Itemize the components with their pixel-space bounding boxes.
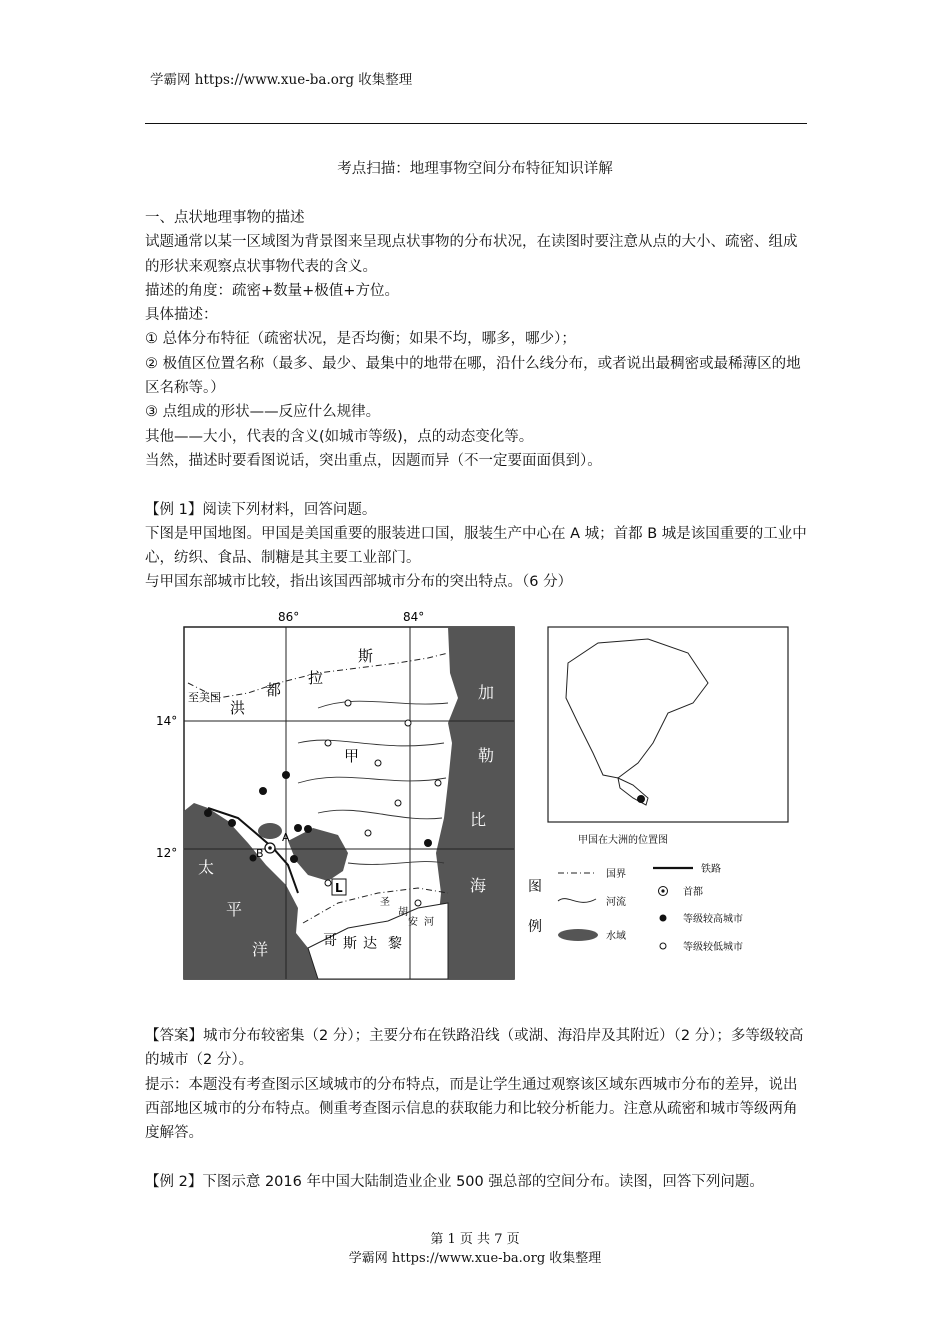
place-label: 比 (470, 810, 487, 829)
legend-title: 例 (528, 919, 542, 935)
answer-section (145, 1024, 810, 1194)
paragraph: 具体描述： (145, 307, 218, 324)
place-label: 黎 (388, 936, 402, 952)
place-label: 洋 (252, 940, 269, 959)
section-heading: 一、点状地理事物的描述 (145, 210, 305, 226)
legend-label: 铁路 (701, 864, 721, 875)
paragraph: 描述的角度：疏密+数量+极值+方位。 (145, 282, 399, 299)
place-label: 斯 (358, 647, 374, 665)
lon-label: 84° (403, 610, 425, 624)
section-1 (145, 206, 810, 595)
legend-capital-dot (661, 889, 664, 892)
place-label: 加 (423, 953, 437, 969)
place-label: 哥 (323, 933, 337, 949)
lake-managua (258, 823, 282, 839)
inset-caption: 甲国在大洲的位置图 (578, 835, 668, 846)
place-label: 斯 (343, 936, 357, 952)
inset-locator (637, 795, 645, 803)
place-label: 甲 (344, 747, 360, 765)
place-label: 安 (408, 917, 418, 928)
hint: 提示：本题没有考查图示区域城市的分布特点，而是让学生通过观察该区域东西城市分布的差异，说出西部地区城市的分布特点。侧重考查图示信息的获取能力和比较分析能力。注意从疏密和城市等级两角度解答。 (145, 1076, 798, 1142)
list-item: ③ 点组成的形状——反应什么规律。 (145, 404, 381, 421)
example-2 (145, 1170, 810, 1194)
lat-label: 12° (156, 846, 178, 860)
page-title: 考点扫描：地理事物空间分布特征知识详解 (337, 161, 613, 177)
place-label: L (335, 881, 343, 895)
place-label: 达 (363, 936, 377, 952)
example-label: 【例 1】阅读下列材料，回答问题。 (145, 501, 377, 518)
legend-label: 河流 (606, 897, 626, 908)
place-label: A (282, 831, 290, 844)
header-source: 学霸网 https://www.xue-ba.org 收集整理 (150, 72, 413, 88)
paragraph: 当然，描述时要看图说话，突出重点，因题而异（不一定要面面俱到）。 (145, 452, 602, 469)
answer (145, 1024, 810, 1073)
list-item: ② 极值区位置名称（最多、最少、最集中的地带在哪，沿什么线分布，或者说出最稠密或最稀薄区的地区名称等。） (145, 355, 801, 397)
place-label: B (256, 847, 264, 860)
paragraph: 其他——大小，代表的含义(如城市等级)，点的动态变化等。 (145, 428, 534, 445)
legend-water-symbol (558, 929, 598, 941)
legend-label: 等级较低城市 (683, 942, 743, 953)
paragraph: 与甲国东部城市比较，指出该国西部城市分布的突出特点。（6 分） (145, 574, 573, 591)
legend-label: 等级较高城市 (683, 914, 743, 925)
place-label: 海 (470, 876, 487, 895)
paragraph: 下图是甲国地图。甲国是美国重要的服装进口国，服装生产中心在 A 城；首都 B 城是该国重要的工业中心，纺织、食品、制糖是其主要工业部门。 (145, 525, 807, 567)
place-label: 胡 (398, 907, 408, 918)
answer-text: 城市分布较密集（2 分）；主要分布在铁路沿线（或湖、海沿岸及其附近）（2 分）；多等级较高的城市（2 分）。 (145, 1028, 804, 1069)
example-text: 下图示意 2016 年中国大陆制造业企业 500 强总部的空间分布。读图，回答下列问题。 (202, 1173, 764, 1190)
legend-high-city-symbol (660, 915, 667, 922)
legend-title: 图 (528, 879, 542, 895)
map-svg (148, 603, 808, 983)
legend-label: 水域 (606, 931, 626, 942)
answer-label: 【答案】 (145, 1028, 203, 1044)
place-label: 都 (266, 681, 282, 699)
place-label: 拉 (308, 669, 324, 687)
place-label: 太 (198, 858, 215, 877)
legend-label: 首都 (683, 887, 703, 898)
place-label: 平 (226, 900, 243, 919)
capital-dot (268, 846, 272, 850)
footer-source: 学霸网 https://www.xue-ba.org 收集整理 (348, 1251, 602, 1266)
list-item: ① 总体分布特征（疏密状况，是否均衡；如果不均，哪多，哪少）； (145, 331, 576, 348)
page-number: 第 1 页 共 7 页 (430, 1232, 520, 1247)
lon-label: 86° (278, 610, 300, 624)
map-figure (148, 603, 808, 983)
example-label: 【例 2】 (145, 1173, 203, 1190)
lat-label: 14° (156, 714, 178, 728)
place-label: 洪 (230, 699, 246, 717)
legend-low-city-symbol (660, 943, 666, 949)
legend-label: 国界 (606, 869, 626, 880)
place-label: 勒 (478, 746, 495, 765)
place-label: 圣 (380, 897, 390, 908)
place-label: 河 (424, 917, 434, 928)
header-divider (145, 123, 807, 124)
place-label: 加 (478, 683, 495, 702)
place-label: 至美国 (188, 691, 221, 704)
legend-river-symbol (558, 899, 596, 903)
paragraph: 试题通常以某一区域图为背景图来呈现点状事物的分布状况，在读图时要注意从点的大小、疏密、组成的形状来观察点状事物代表的含义。 (145, 234, 798, 275)
